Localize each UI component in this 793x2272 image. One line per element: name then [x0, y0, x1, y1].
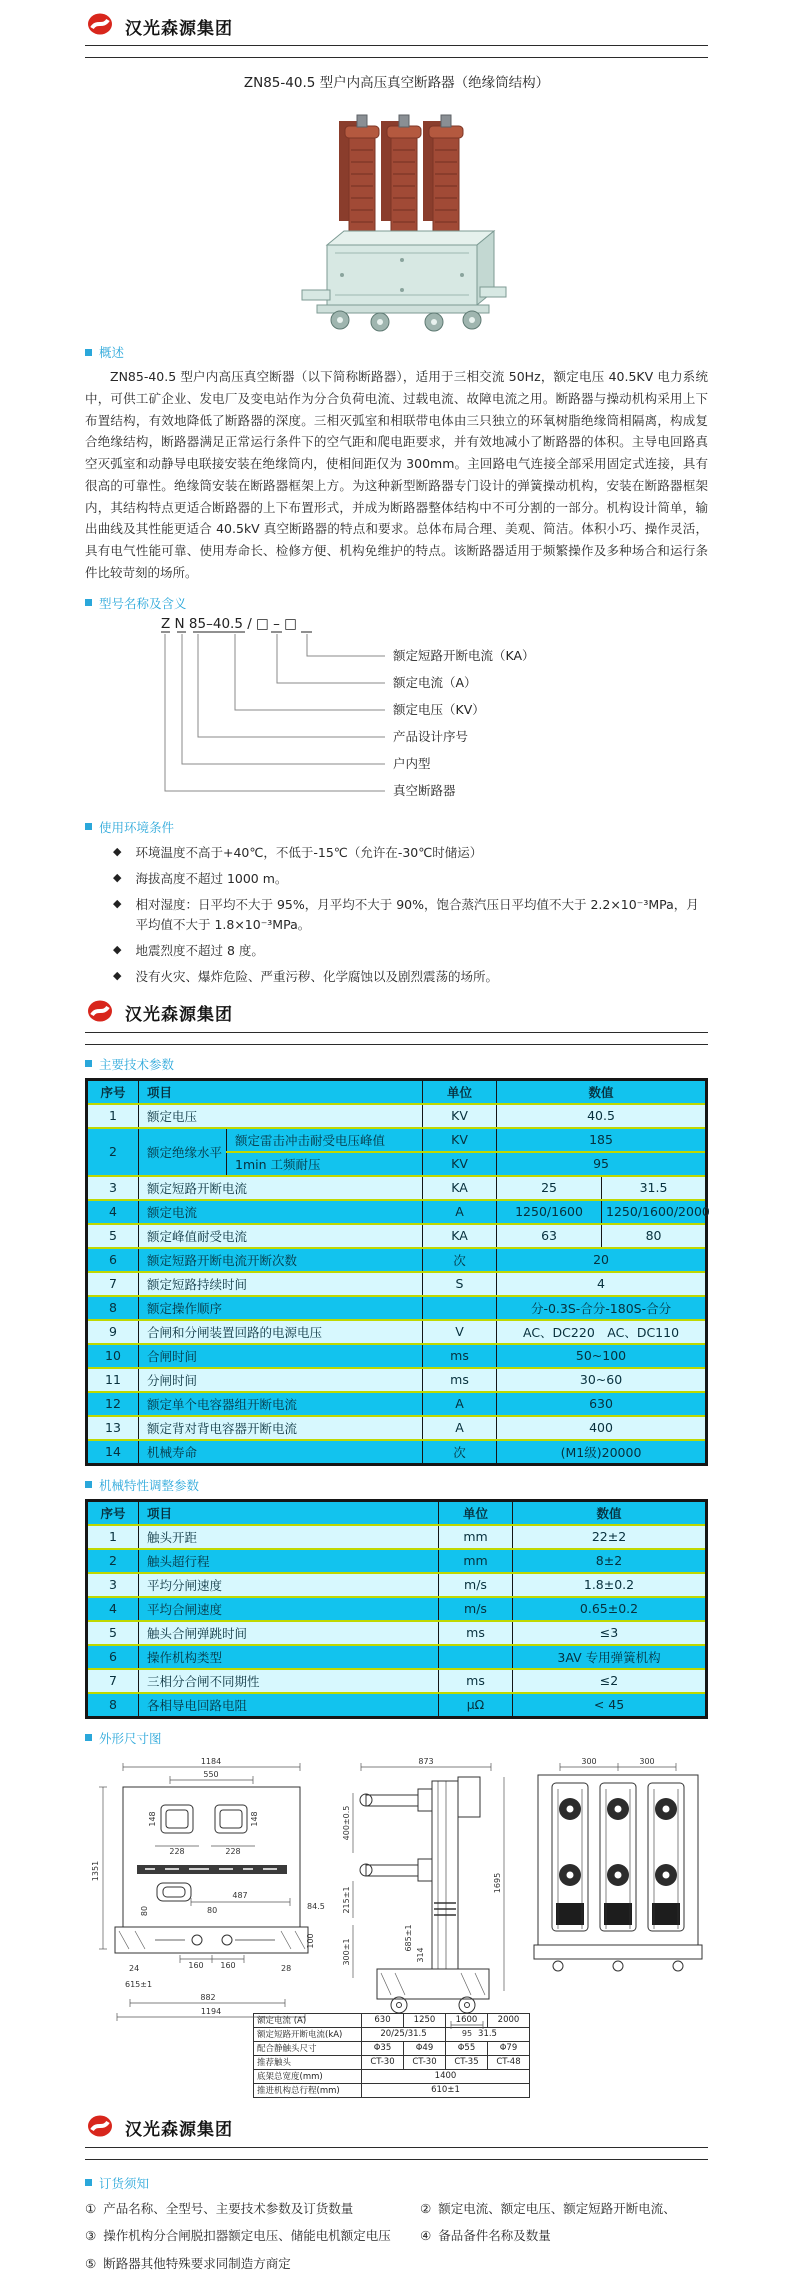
- table-row: [87, 1320, 707, 1344]
- front-view-drawing: [85, 1753, 335, 2045]
- table-cell: 额定雷击冲击耐受电压峰值: [227, 1128, 423, 1152]
- table-cell: 序号: [87, 1079, 139, 1104]
- table-cell: 分闸时间: [139, 1368, 423, 1392]
- table-cell: 单位: [439, 1500, 513, 1525]
- table-cell: Φ49: [404, 2041, 446, 2055]
- section-title: 型号名称及含义: [99, 595, 187, 611]
- header-rule: [85, 45, 708, 46]
- table-cell: 次: [423, 1248, 497, 1272]
- table-cell: CT-35: [446, 2055, 488, 2069]
- dimension-drawings: [85, 1753, 708, 2049]
- main-parameters-table: [85, 1078, 708, 1466]
- list-item: ◆ 没有火灾、爆炸危险、严重污秽、化学腐蚀以及剧烈震荡的场所。: [113, 967, 708, 986]
- table-cell: 13: [87, 1416, 139, 1440]
- header-rule-2: [85, 1044, 708, 1045]
- svg-text:160: 160: [220, 1960, 236, 1970]
- table-cell: 2000: [488, 2013, 530, 2027]
- table-cell: CT-30: [404, 2055, 446, 2069]
- section-overview-heading: [85, 343, 708, 361]
- table-cell: 1400: [362, 2069, 530, 2083]
- model-label: 额定电压（KV）: [393, 701, 485, 717]
- section-title: 订货须知: [99, 2175, 150, 2191]
- table-cell: 95: [497, 1152, 707, 1176]
- table-row: [87, 1224, 707, 1248]
- table-cell: mm: [439, 1525, 513, 1549]
- list-item: ◆ 相对湿度：日平均不大于 95%，月平均不大于 90%，饱合蒸汽压日平均值不大于 2.2×10⁻³MPa，月平均值不大于 1.8×10⁻³MPa。: [113, 895, 708, 934]
- list-item: ◆ 环境温度不高于+40℃，不低于-15℃（允许在-30℃时储运）: [113, 843, 708, 862]
- table-cell: Φ55: [446, 2041, 488, 2055]
- table-cell: 30~60: [497, 1368, 707, 1392]
- table-cell: 数值: [497, 1079, 707, 1104]
- table-cell: 40.5: [497, 1104, 707, 1128]
- table-cell: 11: [87, 1368, 139, 1392]
- svg-text:160: 160: [188, 1960, 204, 1970]
- section-bullet-icon: [85, 1734, 92, 1741]
- table-cell: 8: [87, 1693, 139, 1718]
- brand-name: 汉光森源集团: [125, 2120, 233, 2141]
- table-cell: Φ35: [362, 2041, 404, 2055]
- table-row: [87, 1272, 707, 1296]
- table-cell: 50~100: [497, 1344, 707, 1368]
- table-cell: 触头超行程: [139, 1549, 439, 1573]
- table-cell: 1250: [404, 2013, 446, 2027]
- svg-text:1194: 1194: [200, 2006, 222, 2016]
- table-cell: 额定电流 (A): [254, 2013, 362, 2027]
- table-row: [254, 2069, 530, 2083]
- table-cell: 630: [362, 2013, 404, 2027]
- table-row: [87, 1296, 707, 1320]
- table-cell: 7: [87, 1669, 139, 1693]
- section-title: 外形尺寸图: [99, 1730, 162, 1746]
- table-cell: KV: [423, 1152, 497, 1176]
- svg-text:148: 148: [148, 1811, 157, 1827]
- table-cell: 610±1: [362, 2083, 530, 2097]
- table-cell: ≤2: [513, 1669, 707, 1693]
- mechanical-parameters-table: [85, 1499, 708, 1719]
- table-cell: ms: [423, 1368, 497, 1392]
- table-cell: 185: [497, 1128, 707, 1152]
- table-cell: 序号: [87, 1500, 139, 1525]
- section-bullet-icon: [85, 349, 92, 356]
- section-bullet-icon: [85, 599, 92, 606]
- table-cell: AC、DC220 AC、DC110: [497, 1320, 707, 1344]
- table-cell: 数值: [513, 1500, 707, 1525]
- svg-text:400±0.5: 400±0.5: [341, 1805, 351, 1841]
- table-cell: 额定电压: [139, 1104, 423, 1128]
- table-cell: KV: [423, 1104, 497, 1128]
- svg-text:24: 24: [129, 1963, 140, 1973]
- table-cell: 推进机构总行程(mm): [254, 2083, 362, 2097]
- svg-text:80: 80: [207, 1905, 218, 1915]
- table-cell: 80: [602, 1224, 707, 1248]
- table-cell: 22±2: [513, 1525, 707, 1549]
- table-cell: 6: [87, 1645, 139, 1669]
- table-cell: 8: [87, 1296, 139, 1320]
- svg-text:1695: 1695: [492, 1872, 502, 1893]
- table-cell: 400: [497, 1416, 707, 1440]
- brand-logo-icon: [85, 12, 115, 40]
- table-cell: 3AV 专用弹簧机构: [513, 1645, 707, 1669]
- table-cell: 4: [87, 1597, 139, 1621]
- table-cell: 操作机构类型: [139, 1645, 439, 1669]
- table-cell: 额定短路开断电流: [139, 1176, 423, 1200]
- table-cell: 630: [497, 1392, 707, 1416]
- section-bullet-icon: [85, 1481, 92, 1488]
- svg-text:28: 28: [281, 1963, 292, 1973]
- model-label: 额定电流（A）: [393, 674, 477, 690]
- svg-text:685±1: 685±1: [403, 1924, 413, 1952]
- table-cell: 9: [87, 1320, 139, 1344]
- model-label: 额定短路开断电流（KA）: [393, 647, 535, 663]
- table-row: [254, 2055, 530, 2069]
- table-row: [87, 1549, 707, 1573]
- table-cell: 机械寿命: [139, 1440, 423, 1465]
- table-cell: KV: [423, 1128, 497, 1152]
- diamond-bullet-icon: ◆: [113, 897, 122, 911]
- diamond-bullet-icon: ◆: [113, 870, 122, 884]
- side-view-drawing: [341, 1753, 513, 2045]
- table-cell: CT-48: [488, 2055, 530, 2069]
- table-cell: 1: [87, 1104, 139, 1128]
- table-cell: 0.65±0.2: [513, 1597, 707, 1621]
- table-cell: 次: [423, 1440, 497, 1465]
- table-cell: V: [423, 1320, 497, 1344]
- table-cell: S: [423, 1272, 497, 1296]
- table-cell: 25: [497, 1176, 602, 1200]
- svg-text:1351: 1351: [91, 1860, 100, 1881]
- table-cell: 6: [87, 1248, 139, 1272]
- table-cell: 额定短路开断电流开断次数: [139, 1248, 423, 1272]
- header-rule: [85, 2147, 708, 2148]
- item-number: ⑤: [85, 2255, 97, 2271]
- table-row: [87, 1500, 707, 1525]
- svg-text:300: 300: [581, 1756, 597, 1766]
- table-row: [87, 1440, 707, 1465]
- svg-text:550: 550: [203, 1769, 219, 1779]
- table-cell: 5: [87, 1224, 139, 1248]
- table-row: [254, 2027, 530, 2041]
- svg-text:873: 873: [417, 1756, 434, 1766]
- svg-text:148: 148: [250, 1811, 259, 1827]
- section-main-params-heading: [85, 1055, 708, 1073]
- item-number: ①: [85, 2200, 97, 2216]
- table-cell: 额定短路持续时间: [139, 1272, 423, 1296]
- table-cell: 7: [87, 1272, 139, 1296]
- table-cell: 触头开距: [139, 1525, 439, 1549]
- table-cell: 20: [497, 1248, 707, 1272]
- table-cell: 31.5: [602, 1176, 707, 1200]
- table-row: [87, 1104, 707, 1128]
- page-title: ZN85-40.5 型户内高压真空断路器（绝缘筒结构）: [243, 75, 550, 91]
- table-cell: 额定峰值耐受电流: [139, 1224, 423, 1248]
- table-cell: KA: [423, 1176, 497, 1200]
- header-middle: [85, 999, 708, 1045]
- section-dimensions-heading: [85, 1729, 708, 1747]
- overview-paragraph: ZN85-40.5 型户内高压真空断器（以下简称断路器），适用于三相交流 50Hz，额定电压 40.5KV 电力系统中，可供工矿企业、发电厂及变电站作为分合负荷电流、过载电流、故障电流之用。断路器与操动机构采用上下布置结构，有效地降低了断路器的深度。三相灭弧室和相联带电体由三只独立的环氧树脂绝缘筒相隔离，构成复合绝缘结构，断路器满足正常运行条件下的空气距和爬电距要求，并有效地减小了断路器的体积。主导电回路真空灭弧室和动静导电联接安装在绝缘筒内，使相间距仅为 300mm。主回路电气连接全部采用固定式连接，具有很高的可靠性。绝缘筒安装在断路器框架上方。为这种新型断路器专门设计的弹簧操动机构，安装在断路器框架内，其结构特点更适合断路器的上下布置形式，并成为断路器整体结构中不可分割的一部分。机构设计简单，输出曲线及其性能更适合 40.5kV 真空断路器的特点和要求。总体布局合理、美观、简洁。体积小巧、操作灵活，具有电气性能可靠、使用寿命长、检修方便、机构免维护的特点。该断路器适用于频繁操作及多种场合和运行条件比较苛刻的场所。: [85, 369, 708, 580]
- table-row: [87, 1344, 707, 1368]
- svg-text:228: 228: [225, 1846, 241, 1856]
- diamond-bullet-icon: ◆: [113, 844, 122, 858]
- svg-text:84.5: 84.5: [307, 1901, 325, 1911]
- svg-text:300±1: 300±1: [341, 1938, 351, 1966]
- table-row: [87, 1621, 707, 1645]
- table-row: [254, 2083, 530, 2097]
- model-label: 户内型: [393, 755, 431, 771]
- table-cell: 三相分合闸不同期性: [139, 1669, 439, 1693]
- table-cell: ≤3: [513, 1621, 707, 1645]
- item-number: ④: [420, 2228, 432, 2244]
- table-cell: 额定绝缘水平: [139, 1128, 227, 1176]
- item-number: ②: [420, 2200, 432, 2216]
- table-cell: 触头合闸弹跳时间: [139, 1621, 439, 1645]
- table-cell: 分-0.3S-合分-180S-合分: [497, 1296, 707, 1320]
- table-cell: 项目: [139, 1079, 423, 1104]
- header-bottom: [85, 2114, 708, 2160]
- table-cell: 63: [497, 1224, 602, 1248]
- table-row: [87, 1645, 707, 1669]
- section-bullet-icon: [85, 2179, 92, 2186]
- side-view-block: [341, 1753, 513, 2049]
- section-title: 概述: [99, 345, 125, 360]
- table-cell: KA: [423, 1224, 497, 1248]
- svg-text:615±1: 615±1: [125, 1979, 153, 1989]
- table-cell: 12: [87, 1392, 139, 1416]
- table-cell: μΩ: [439, 1693, 513, 1718]
- table-cell: 合闸和分闸装置回路的电源电压: [139, 1320, 423, 1344]
- product-image: [85, 95, 708, 333]
- brand-logo-icon: [85, 999, 115, 1027]
- table-cell: 额定操作顺序: [139, 1296, 423, 1320]
- list-item: ② 额定电流、额定电压、额定短路开断电流、: [420, 2200, 676, 2216]
- list-item: ⑤ 断路器其他特殊要求同制造方商定: [85, 2255, 291, 2271]
- environment-list: [85, 843, 708, 987]
- table-cell: [423, 1296, 497, 1320]
- table-cell: 1600: [446, 2013, 488, 2027]
- rear-view-drawing: [518, 1753, 708, 1983]
- table-row: [87, 1416, 707, 1440]
- section-title: 使用环境条件: [99, 819, 175, 835]
- list-item: ① 产品名称、全型号、主要技术参数及订货数量: [85, 2200, 354, 2216]
- table-row: [87, 1597, 707, 1621]
- table-cell: 额定短路开断电流(kA): [254, 2027, 362, 2041]
- table-cell: A: [423, 1200, 497, 1224]
- diamond-bullet-icon: ◆: [113, 943, 122, 956]
- item-number: ③: [85, 2228, 97, 2244]
- list-item: ◆ 海拔高度不超过 1000 m。: [113, 869, 708, 888]
- table-cell: 14: [87, 1440, 139, 1465]
- table-cell: A: [423, 1392, 497, 1416]
- table-row: [87, 1128, 707, 1152]
- svg-text:300: 300: [639, 1756, 655, 1766]
- table-cell: 31.5: [446, 2027, 530, 2041]
- section-title: 机械特性调整参数: [99, 1477, 200, 1493]
- table-cell: CT-30: [362, 2055, 404, 2069]
- table-cell: ms: [423, 1344, 497, 1368]
- header-top: [85, 0, 708, 58]
- table-cell: 1: [87, 1525, 139, 1549]
- table-cell: 1min 工频耐压: [227, 1152, 423, 1176]
- svg-text:95: 95: [461, 2028, 472, 2038]
- section-mech-params-heading: [85, 1476, 708, 1494]
- list-item: ④ 备品备件名称及数量: [420, 2228, 551, 2244]
- table-cell: ms: [439, 1621, 513, 1645]
- list-item: ◆ 地震烈度不超过 8 度。: [113, 941, 708, 960]
- table-row: [87, 1079, 707, 1104]
- table-row: [87, 1200, 707, 1224]
- table-cell: [439, 1645, 513, 1669]
- model-designation-diagram: [85, 612, 708, 808]
- table-cell: 4: [497, 1272, 707, 1296]
- table-cell: < 45: [513, 1693, 707, 1718]
- table-row: [87, 1693, 707, 1718]
- svg-text:228: 228: [169, 1846, 185, 1856]
- table-cell: A: [423, 1416, 497, 1440]
- table-cell: 2: [87, 1549, 139, 1573]
- table-cell: 2: [87, 1128, 139, 1176]
- table-cell: 项目: [139, 1500, 439, 1525]
- table-cell: (M1级)20000: [497, 1440, 707, 1465]
- table-cell: ms: [439, 1669, 513, 1693]
- svg-text:215±1: 215±1: [341, 1886, 351, 1914]
- table-cell: 额定背对背电容器开断电流: [139, 1416, 423, 1440]
- section-bullet-icon: [85, 823, 92, 830]
- table-cell: 1250/1600: [497, 1200, 602, 1224]
- header-rule-2: [85, 2159, 708, 2160]
- table-row: [87, 1525, 707, 1549]
- table-row: [87, 1392, 707, 1416]
- table-cell: 1.8±0.2: [513, 1573, 707, 1597]
- table-row: [87, 1176, 707, 1200]
- table-cell: 单位: [423, 1079, 497, 1104]
- table-cell: 底架总宽度(mm): [254, 2069, 362, 2083]
- table-cell: 1250/1600/2000: [602, 1200, 707, 1224]
- table-cell: 10: [87, 1344, 139, 1368]
- svg-text:100: 100: [306, 1933, 315, 1949]
- table-cell: 平均分闸速度: [139, 1573, 439, 1597]
- table-cell: m/s: [439, 1573, 513, 1597]
- table-cell: 推荐触头: [254, 2055, 362, 2069]
- svg-text:882: 882: [200, 1992, 216, 2002]
- section-environment-heading: [85, 818, 708, 836]
- model-label: 真空断路器: [393, 782, 456, 798]
- model-label: 产品设计序号: [393, 728, 469, 744]
- table-row: [87, 1573, 707, 1597]
- table-cell: 各相导电回路电阻: [139, 1693, 439, 1718]
- table-cell: 8±2: [513, 1549, 707, 1573]
- table-cell: m/s: [439, 1597, 513, 1621]
- table-cell: 3: [87, 1573, 139, 1597]
- table-cell: 平均合闸速度: [139, 1597, 439, 1621]
- table-row: [87, 1248, 707, 1272]
- table-row: [87, 1368, 707, 1392]
- svg-text:80: 80: [140, 1905, 149, 1916]
- list-item: ③ 操作机构分合闸脱扣器额定电压、储能电机额定电压: [85, 2228, 391, 2244]
- brand-name: 汉光森源集团: [125, 1005, 233, 1026]
- section-title: 主要技术参数: [99, 1056, 175, 1072]
- table-cell: 额定单个电容器组开断电流: [139, 1392, 423, 1416]
- table-row: [87, 1669, 707, 1693]
- table-cell: 20/25/31.5: [362, 2027, 446, 2041]
- table-cell: mm: [439, 1549, 513, 1573]
- table-cell: 3: [87, 1176, 139, 1200]
- header-rule: [85, 1032, 708, 1033]
- table-cell: 合闸时间: [139, 1344, 423, 1368]
- table-cell: 额定电流: [139, 1200, 423, 1224]
- diamond-bullet-icon: ◆: [113, 969, 122, 983]
- section-model-heading: [85, 594, 708, 612]
- svg-text:1184: 1184: [200, 1756, 222, 1766]
- header-rule-2: [85, 57, 708, 58]
- table-cell: 5: [87, 1621, 139, 1645]
- brand-name: 汉光森源集团: [125, 18, 233, 39]
- svg-text:487: 487: [232, 1890, 248, 1900]
- section-bullet-icon: [85, 1060, 92, 1067]
- table-cell: Φ79: [488, 2041, 530, 2055]
- model-code: Z N 85–40.5 / □ – □: [161, 615, 297, 632]
- table-cell: 配合静触头尺寸: [254, 2041, 362, 2055]
- section-ordering-heading: [85, 2174, 708, 2192]
- svg-text:314: 314: [415, 1947, 425, 1963]
- table-cell: 4: [87, 1200, 139, 1224]
- ordering-list: [85, 2200, 708, 2272]
- brand-logo-icon: [85, 2114, 115, 2142]
